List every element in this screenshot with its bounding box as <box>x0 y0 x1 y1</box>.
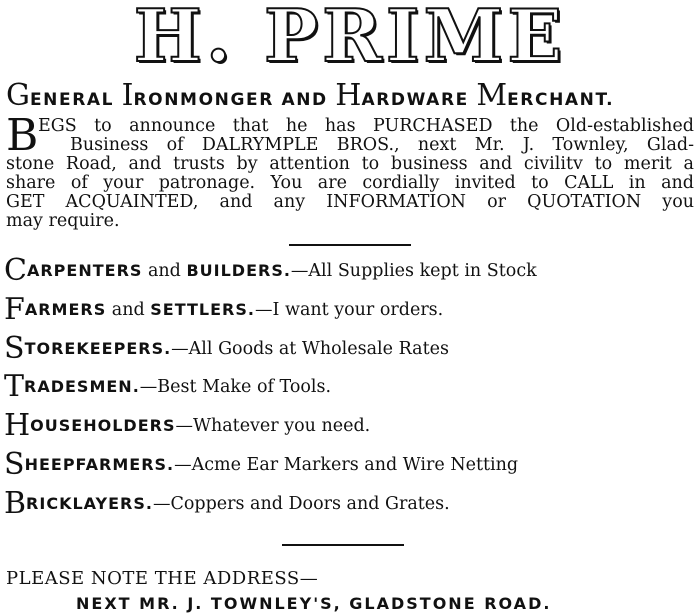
item-cap: S <box>4 331 25 366</box>
list-item-carpenters <box>4 253 537 288</box>
intro-line-6: may require. <box>6 211 120 231</box>
item-cap: T <box>4 369 25 404</box>
item-cap: B <box>4 486 27 521</box>
item-keyword-2: SETTLERS. <box>150 300 255 319</box>
item-cap: F <box>4 292 25 327</box>
list-item-sheepfarmers <box>4 447 519 482</box>
list-item-bricklayers <box>4 486 450 521</box>
item-description: —Whatever you need. <box>175 416 371 436</box>
subtitle-word-merchant: ERCHANT. <box>507 90 615 110</box>
subtitle-word-and: AND <box>273 90 336 110</box>
item-keyword: HEEPFARMERS. <box>24 455 175 474</box>
item-description: —Best Make of Tools. <box>139 377 332 397</box>
item-keyword: RICKLAYERS. <box>26 494 153 513</box>
item-keyword: OUSEHOLDERS <box>30 416 176 435</box>
masthead-title: H. PRIME <box>133 0 567 78</box>
item-cap: C <box>4 253 27 288</box>
intro-line-4: share of your patronage. You are cordially invited to CALL in and <box>6 173 694 193</box>
intro-line-5: GET ACQUAINTED, and any INFORMATION or QUOTATION you <box>6 192 694 212</box>
item-description: —Acme Ear Markers and Wire Netting <box>174 455 519 475</box>
item-cap: S <box>4 447 25 482</box>
footer-address-note: PLEASE NOTE THE ADDRESS— <box>6 568 319 589</box>
subtitle-line <box>6 78 614 113</box>
item-conjunction: and <box>106 300 151 320</box>
subtitle-word-general: ENERAL <box>29 90 122 110</box>
footer-address: NEXT MR. J. TOWNLEY'S, GLADSTONE ROAD. <box>76 594 552 613</box>
subtitle-cap-h: H <box>335 78 362 113</box>
list-item-householders <box>4 408 371 443</box>
item-description: —Coppers and Doors and Grates. <box>152 494 450 514</box>
subtitle-cap-m: M <box>476 78 508 113</box>
subtitle-word-ironmonger: RONMONGER <box>133 90 274 110</box>
item-keyword-2: BUILDERS. <box>186 261 291 280</box>
item-keyword: ARMERS <box>24 300 107 319</box>
intro-line-1: EGS to announce that he has PURCHASED the Old-established <box>38 116 694 136</box>
divider-rule-top <box>289 244 411 246</box>
subtitle-cap-i: I <box>121 78 134 113</box>
item-conjunction: and <box>142 261 187 281</box>
item-description: —All Supplies kept in Stock <box>290 261 537 281</box>
divider-rule-bottom <box>282 544 404 546</box>
list-item-farmers <box>4 292 444 327</box>
item-description: —All Goods at Wholesale Rates <box>171 339 449 359</box>
item-cap: H <box>4 408 31 443</box>
item-keyword: RADESMEN. <box>24 377 140 396</box>
item-description: —I want your orders. <box>254 300 444 320</box>
item-keyword: TOREKEEPERS. <box>24 339 172 358</box>
intro-line-2: Business of DALRYMPLE BROS., next Mr. J. Townley, Glad- <box>70 135 694 155</box>
intro-line-3: stone Road, and trusts by attention to business and civilitv to merit a <box>6 154 694 174</box>
item-keyword: ARPENTERS <box>26 261 143 280</box>
subtitle-word-hardware: ARDWARE <box>361 90 477 110</box>
intro-drop-cap: B <box>6 110 39 161</box>
subtitle-cap-g: G <box>6 78 30 113</box>
list-item-storekeepers <box>4 331 449 366</box>
list-item-tradesmen <box>4 369 332 404</box>
